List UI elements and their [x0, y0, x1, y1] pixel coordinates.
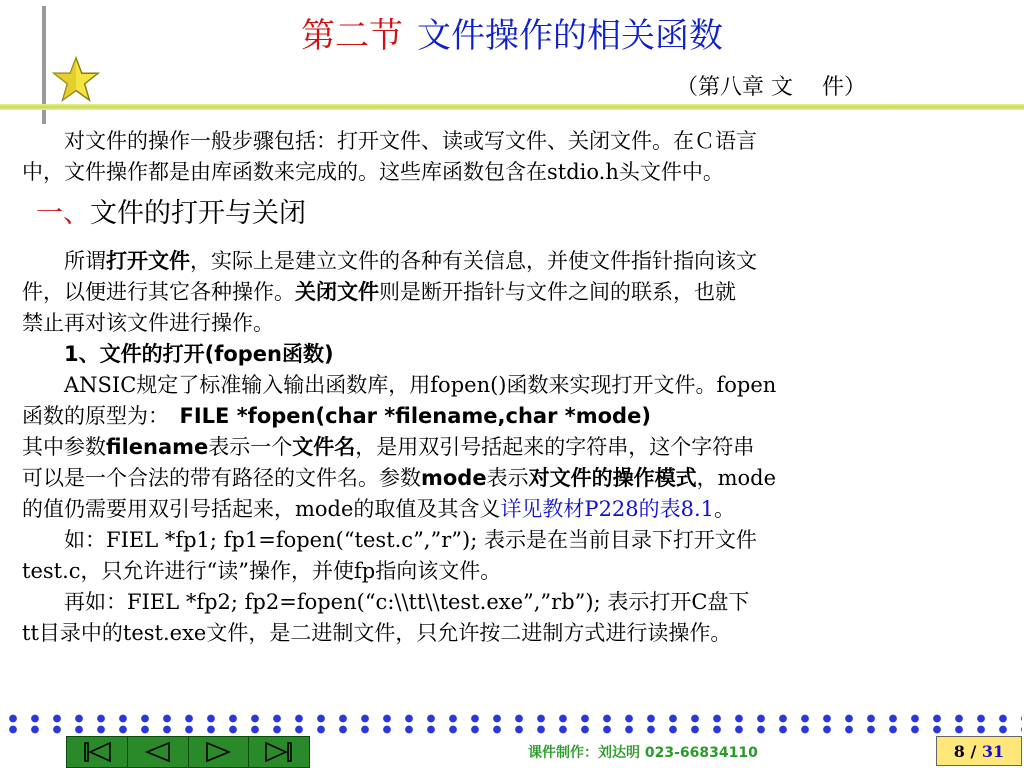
term-filename: filename [106, 435, 209, 459]
author-credit: 课件制作：刘达明 023-66834110 [528, 745, 758, 761]
section-heading [36, 190, 998, 238]
textbook-reference-link[interactable]: 详见教材P228的表8.1 [500, 497, 715, 521]
title-topic: 文件操作的相关函数 [417, 16, 723, 56]
page-title [0, 14, 1024, 58]
page-total: 31 [981, 741, 1005, 761]
chapter-label: （第八章 文 件） [676, 75, 866, 100]
intro-line-2: 中，文件操作都是由库函数来完成的。这些库函数包含在stdio.h头文件中。 [22, 160, 724, 184]
para2-line-1: ANSIC规定了标准输入输出函数库，用fopen()函数来实现打开文件。fopen [64, 373, 777, 397]
text: ，mode [696, 466, 777, 490]
term-operation-mode: 对文件的操作模式 [528, 466, 697, 490]
section-title: 文件的打开与关闭 [90, 198, 306, 229]
star-icon [52, 56, 100, 104]
example2-line-2: tt目录中的test.exe文件，是二进制文件，只允许按二进制方式进行读操作。 [22, 621, 732, 645]
text: ，是用双引号括起来的字符串，这个字符串 [355, 435, 755, 459]
intro-line-1: 对文件的操作一般步骤包括：打开文件、读或写文件、关闭文件。在Ｃ语言 [64, 129, 757, 153]
last-slide-button[interactable] [249, 737, 309, 767]
para1-line-3: 禁止再对该文件进行操作。 [22, 311, 274, 335]
text: ，实际上是建立文件的各种有关信息，并使文件指针指向该文 [190, 249, 757, 273]
text: 表示一个 [208, 435, 293, 459]
next-slide-button[interactable] [189, 737, 250, 767]
text: 的值仍需要用双引号括起来，mode的取值及其含义 [22, 497, 501, 521]
para3-line-1 [22, 432, 998, 463]
text: 。 [714, 497, 736, 521]
slide-body [22, 126, 998, 649]
text: 所谓 [64, 249, 106, 273]
subheading-fopen: 1、文件的打开(fopen函数) [64, 342, 334, 366]
header-rule [0, 104, 1024, 110]
text: 表示 [486, 466, 529, 490]
page-current: 8 [953, 741, 965, 761]
para1-line-1 [22, 246, 998, 277]
text: 件，以便进行其它各种操作。 [22, 280, 295, 304]
para3-line-3 [22, 494, 998, 525]
term-mode: mode [421, 466, 487, 490]
text: 可以是一个合法的带有路径的文件名。参数 [22, 466, 421, 490]
first-slide-button[interactable] [67, 737, 128, 767]
para2-line-2 [22, 401, 998, 432]
dotted-divider [2, 713, 1022, 735]
previous-icon [141, 740, 175, 764]
last-icon [262, 740, 296, 764]
title-section: 第二节 [301, 16, 403, 56]
first-icon [80, 740, 114, 764]
example1-line-2: test.c，只允许进行“读”操作，并使fp指向该文件。 [22, 559, 502, 583]
text: 则是断开指针与文件之间的联系，也就 [379, 280, 736, 304]
page-indicator [936, 736, 1022, 766]
page-separator: / [964, 741, 982, 761]
previous-slide-button[interactable] [128, 737, 189, 767]
term-close-file: 关闭文件 [295, 280, 379, 304]
example2-line-1: 再如：FIEL *fp2; fp2=fopen(“c:\\tt\\test.exe”,”rb”); 表示打开C盘下 [64, 590, 750, 614]
term-file-name: 文件名 [292, 435, 356, 459]
example1-line-1: 如：FIEL *fp1; fp1=fopen(“test.c”,”r”); 表示是在当前目录下打开文件 [64, 528, 757, 552]
fopen-prototype: FILE *fopen(char *filename,char *mode) [179, 404, 651, 428]
text: 其中参数 [22, 435, 106, 459]
para3-line-2 [22, 463, 998, 494]
slide-navigation [66, 736, 310, 768]
section-number: 一、 [36, 198, 90, 229]
next-icon [201, 740, 235, 764]
para1-line-2 [22, 277, 998, 308]
text: 函数的原型为： [22, 404, 180, 428]
term-open-file: 打开文件 [106, 249, 190, 273]
